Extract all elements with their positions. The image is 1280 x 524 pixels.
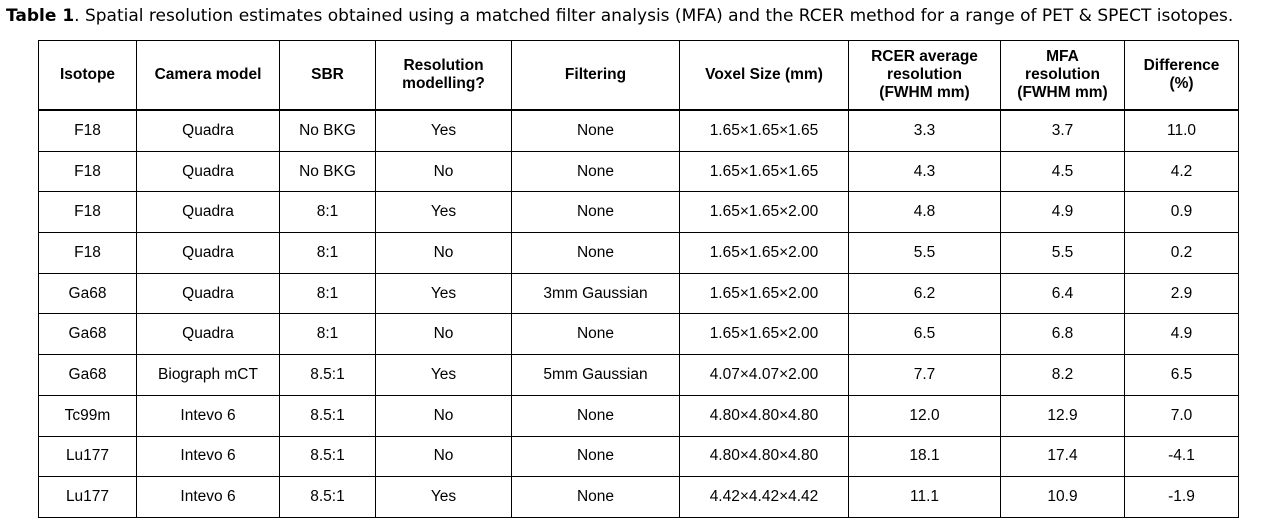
table-cell: Ga68 — [39, 314, 137, 355]
table-cell: 11.1 — [849, 477, 1001, 518]
table-cell: 6.2 — [849, 273, 1001, 314]
table-cell: 4.5 — [1001, 151, 1125, 192]
column-header — [849, 41, 1001, 111]
table-cell: 8.5:1 — [280, 477, 376, 518]
column-header-line: Difference — [1143, 57, 1220, 74]
table-cell: Yes — [376, 355, 512, 396]
table-cell: 4.9 — [1001, 192, 1125, 233]
table-row — [39, 355, 1239, 396]
table-cell: 1.65×1.65×2.00 — [680, 192, 849, 233]
table-cell: Ga68 — [39, 273, 137, 314]
table-cell: 6.5 — [849, 314, 1001, 355]
table-cell: Tc99m — [39, 395, 137, 436]
table-cell: Yes — [376, 273, 512, 314]
table-cell: 17.4 — [1001, 436, 1125, 477]
table-cell: Lu177 — [39, 436, 137, 477]
table-cell: Quadra — [137, 314, 280, 355]
column-header-line: SBR — [311, 66, 344, 83]
table-cell: 8.5:1 — [280, 395, 376, 436]
column-header — [376, 41, 512, 111]
table-cell: 2.9 — [1125, 273, 1239, 314]
column-header-line: RCER average — [871, 48, 978, 65]
table-row — [39, 436, 1239, 477]
column-header-line: Isotope — [59, 66, 116, 83]
column-header-line: resolution — [887, 66, 962, 83]
table-cell: 10.9 — [1001, 477, 1125, 518]
table-cell: -4.1 — [1125, 436, 1239, 477]
table-cell: 4.42×4.42×4.42 — [680, 477, 849, 518]
table-cell: 6.5 — [1125, 355, 1239, 396]
table-cell: Quadra — [137, 192, 280, 233]
caption-label: Table 1 — [6, 6, 75, 26]
table-cell: 5.5 — [849, 233, 1001, 274]
table-cell: None — [512, 477, 680, 518]
table-cell: Biograph mCT — [137, 355, 280, 396]
table-cell: 8:1 — [280, 233, 376, 274]
table-cell: 3.7 — [1001, 110, 1125, 151]
table-cell: Intevo 6 — [137, 436, 280, 477]
table-cell: Yes — [376, 110, 512, 151]
column-header — [680, 41, 849, 111]
table-cell: 4.9 — [1125, 314, 1239, 355]
table-cell: Yes — [376, 192, 512, 233]
table-cell: No — [376, 395, 512, 436]
table-cell: Yes — [376, 477, 512, 518]
table-cell: Quadra — [137, 110, 280, 151]
table-cell: -1.9 — [1125, 477, 1239, 518]
table-caption — [6, 4, 1278, 28]
table-cell: 4.80×4.80×4.80 — [680, 395, 849, 436]
table-cell: 4.8 — [849, 192, 1001, 233]
table-cell: Ga68 — [39, 355, 137, 396]
table-cell: No — [376, 436, 512, 477]
table-cell: 1.65×1.65×1.65 — [680, 151, 849, 192]
table-row — [39, 110, 1239, 151]
column-header-line: (FWHM mm) — [879, 84, 970, 101]
table-cell: 8:1 — [280, 192, 376, 233]
column-header-line: modelling? — [402, 75, 485, 92]
table-cell: 1.65×1.65×1.65 — [680, 110, 849, 151]
table-row — [39, 151, 1239, 192]
table-cell: None — [512, 395, 680, 436]
table-row — [39, 192, 1239, 233]
table-cell: None — [512, 233, 680, 274]
column-header-line: (%) — [1169, 75, 1194, 92]
table-cell: None — [512, 436, 680, 477]
table-cell: 12.9 — [1001, 395, 1125, 436]
column-header-line: Resolution — [403, 57, 484, 74]
caption-text: . Spatial resolution estimates obtained using a matched filter analysis (MFA) and the RCER method for a range of PET & SPECT isotopes. — [74, 6, 1234, 26]
table-cell: 6.8 — [1001, 314, 1125, 355]
table-cell: 1.65×1.65×2.00 — [680, 233, 849, 274]
table-cell: F18 — [39, 151, 137, 192]
table-row — [39, 273, 1239, 314]
table-cell: 8:1 — [280, 273, 376, 314]
table-cell: 8.5:1 — [280, 436, 376, 477]
table-cell: None — [512, 192, 680, 233]
column-header-line: Camera model — [154, 66, 262, 83]
table-cell: 8.2 — [1001, 355, 1125, 396]
table-cell: No — [376, 314, 512, 355]
table-cell: 5.5 — [1001, 233, 1125, 274]
table-cell: 1.65×1.65×2.00 — [680, 314, 849, 355]
table-cell: F18 — [39, 233, 137, 274]
table-row — [39, 233, 1239, 274]
table-cell: 1.65×1.65×2.00 — [680, 273, 849, 314]
table-cell: 3mm Gaussian — [512, 273, 680, 314]
table-cell: F18 — [39, 110, 137, 151]
table-cell: 4.2 — [1125, 151, 1239, 192]
table-cell: 8:1 — [280, 314, 376, 355]
table-cell: F18 — [39, 192, 137, 233]
column-header — [280, 41, 376, 111]
table-cell: No BKG — [280, 110, 376, 151]
column-header-line: Filtering — [564, 66, 627, 83]
table-row — [39, 395, 1239, 436]
table-body — [39, 110, 1239, 517]
table-cell: Lu177 — [39, 477, 137, 518]
table-cell: 0.2 — [1125, 233, 1239, 274]
table-row — [39, 477, 1239, 518]
column-header — [512, 41, 680, 111]
table-cell: 7.0 — [1125, 395, 1239, 436]
table-cell: 12.0 — [849, 395, 1001, 436]
column-header — [1125, 41, 1239, 111]
table-cell: None — [512, 151, 680, 192]
table-cell: 7.7 — [849, 355, 1001, 396]
table-cell: 4.3 — [849, 151, 1001, 192]
column-header — [1001, 41, 1125, 111]
table-cell: Intevo 6 — [137, 477, 280, 518]
table-cell: 11.0 — [1125, 110, 1239, 151]
table-cell: 6.4 — [1001, 273, 1125, 314]
column-header-line: (FWHM mm) — [1017, 84, 1108, 101]
column-header-line: Voxel Size (mm) — [705, 66, 823, 83]
table-cell: None — [512, 110, 680, 151]
table-cell: No BKG — [280, 151, 376, 192]
table-cell: 4.07×4.07×2.00 — [680, 355, 849, 396]
table-cell: Quadra — [137, 273, 280, 314]
column-header — [39, 41, 137, 111]
resolution-table — [38, 40, 1239, 518]
column-header — [137, 41, 280, 111]
table-cell: No — [376, 233, 512, 274]
table-cell: 3.3 — [849, 110, 1001, 151]
table-cell: 0.9 — [1125, 192, 1239, 233]
table-cell: Quadra — [137, 233, 280, 274]
table-cell: Intevo 6 — [137, 395, 280, 436]
table-cell: Quadra — [137, 151, 280, 192]
table-cell: 8.5:1 — [280, 355, 376, 396]
table-row — [39, 314, 1239, 355]
column-header-line: MFA — [1046, 48, 1079, 65]
table-cell: 4.80×4.80×4.80 — [680, 436, 849, 477]
column-header-line: resolution — [1025, 66, 1100, 83]
table-cell: No — [376, 151, 512, 192]
table-cell: None — [512, 314, 680, 355]
table-cell: 18.1 — [849, 436, 1001, 477]
table-cell: 5mm Gaussian — [512, 355, 680, 396]
table-header-row — [39, 41, 1239, 111]
